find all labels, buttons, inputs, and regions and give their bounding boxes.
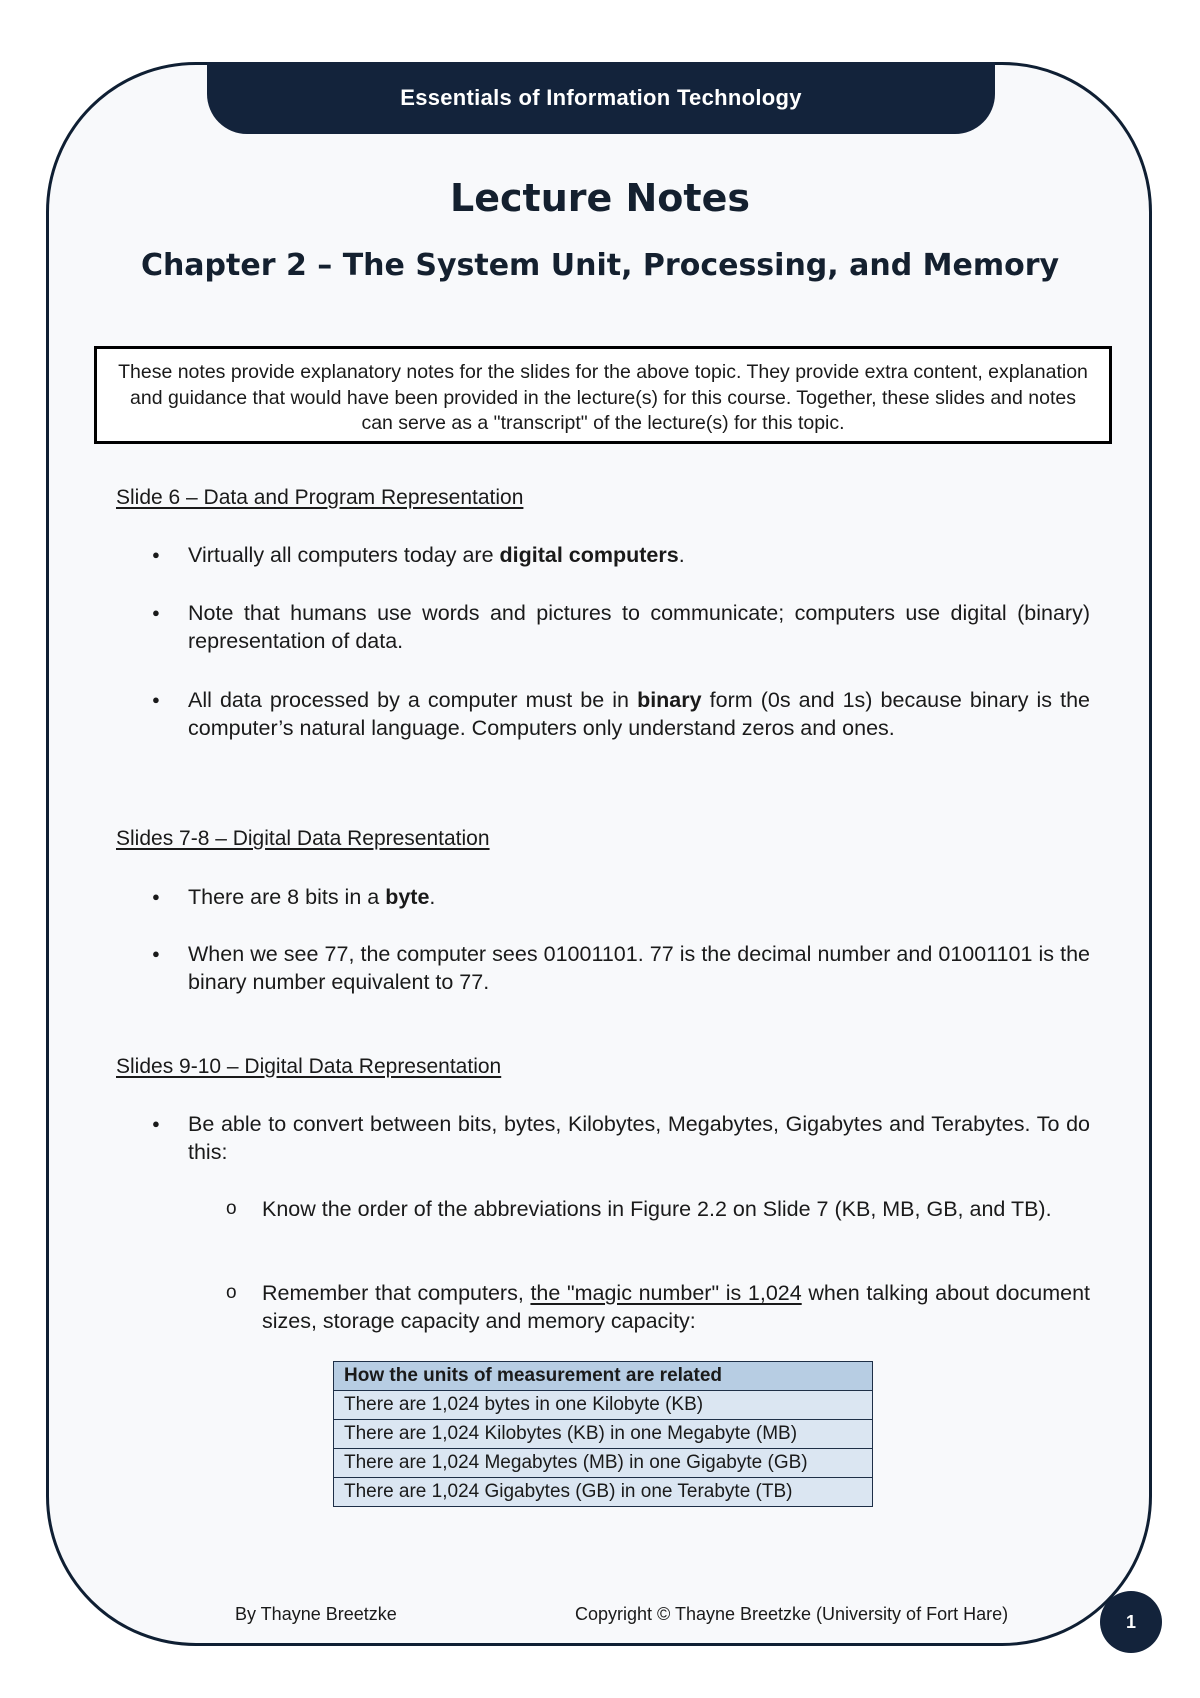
sub-bullet-item: o Know the order of the abbreviations in Figure 2.2 on Slide 7 (KB, MB, GB, and TB). [262, 1195, 1090, 1223]
bullet-text: All data processed by a computer must be in [188, 688, 638, 712]
table-row [334, 1449, 873, 1478]
bullet-item [188, 883, 1090, 911]
table-row [334, 1478, 873, 1507]
table-cell: There are 1,024 Megabytes (MB) in one Gigabyte (GB) [334, 1449, 873, 1478]
table-cell: There are 1,024 Kilobytes (KB) in one Megabyte (MB) [334, 1420, 873, 1449]
bullet-text: when talking about document sizes, storage capacity and memory capacity: [262, 1281, 1090, 1333]
chapter-title: Chapter 2 – The System Unit, Processing, and Memory [140, 248, 1060, 283]
bold-term: digital computers [499, 543, 679, 567]
table-header: How the units of measurement are related [334, 1362, 873, 1391]
footer-author: By Thayne Breetzke [235, 1604, 397, 1624]
bold-term: byte [385, 885, 430, 909]
table-cell: There are 1,024 Gigabytes (GB) in one Terabyte (TB) [334, 1478, 873, 1507]
underlined-text: the "magic number" is 1,024 [530, 1281, 802, 1305]
table-row [334, 1391, 873, 1420]
bullet-item [188, 686, 1090, 742]
footer-copyright: Copyright © Thayne Breetzke (University of Fort Hare) [575, 1604, 1009, 1624]
bullet-text: Virtually all computers today are [188, 543, 500, 567]
table-cell: There are 1,024 bytes in one Kilobyte (KB) [334, 1391, 873, 1420]
intro-box [94, 346, 1112, 444]
bullet-text: There are 8 bits in a [188, 885, 386, 909]
section-heading-slide-6: Slide 6 – Data and Program Representation [116, 486, 524, 509]
page-number-badge [1100, 1591, 1162, 1653]
bullet-text: . [429, 885, 436, 909]
bullet-text: Remember that computers, [262, 1281, 531, 1305]
section-heading-slides-7-8: Slides 7-8 – Digital Data Representation [116, 827, 490, 850]
bullet-item: ● Be able to convert between bits, bytes, Kilobytes, Megabytes, Gigabytes and Terabytes. To do this: [188, 1110, 1090, 1166]
table-row [334, 1420, 873, 1449]
bullet-text: . [678, 543, 685, 567]
bullet-item: ● Note that humans use words and pictures to communicate; computers use digital (binary) representation of data. [188, 599, 1090, 655]
table-header-row [334, 1362, 873, 1391]
course-title: Essentials of Information Technology [400, 85, 802, 110]
page-number: 1 [1125, 1611, 1136, 1632]
sub-bullet-item [262, 1279, 1090, 1335]
units-table [333, 1361, 873, 1507]
section-heading-slides-9-10: Slides 9-10 – Digital Data Representation [116, 1055, 502, 1078]
page-title: Lecture Notes [450, 176, 750, 220]
bullet-item: ● When we see 77, the computer sees 01001101. 77 is the decimal number and 01001101 is the binary number equivalent to 77. [188, 940, 1090, 996]
bold-term: binary [637, 688, 702, 712]
bullet-item [188, 541, 1090, 569]
intro-text: These notes provide explanatory notes for the slides for the above topic. They provide extra content, explanation and guidance that would have been provided in the lecture(s) for this course. Together, these slides and notes can serve as a "transcript" of the lecture(s) for this topic. [118, 361, 1088, 434]
course-header [207, 62, 995, 134]
bullet-text: form (0s and 1s) because binary is the computer’s natural language. Computers only understand zeros and ones. [188, 688, 1090, 740]
